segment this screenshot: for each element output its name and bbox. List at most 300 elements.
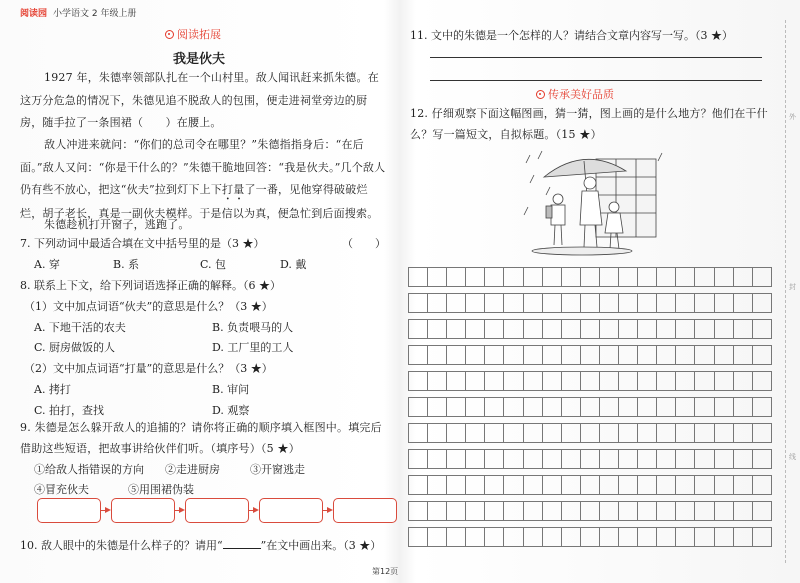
grid-gap-cell <box>409 469 772 476</box>
grid-cell[interactable] <box>733 528 752 547</box>
grid-cell[interactable] <box>428 476 447 495</box>
grid-row-gap <box>409 469 772 476</box>
q7-option-a[interactable]: A. 穿 <box>34 258 60 271</box>
q9-flowchart <box>37 498 397 523</box>
section-bullet-icon <box>536 90 545 99</box>
grid-cell[interactable] <box>752 398 771 417</box>
grid-cell[interactable] <box>733 476 752 495</box>
flow-box-1[interactable] <box>37 498 101 523</box>
grid-cell[interactable] <box>619 528 638 547</box>
grid-cell[interactable] <box>504 528 523 547</box>
grid-cell[interactable] <box>657 424 676 443</box>
grid-cell[interactable] <box>599 294 618 313</box>
grid-row-gap <box>409 313 772 320</box>
grid-cell[interactable] <box>638 528 657 547</box>
grid-cell[interactable] <box>752 502 771 521</box>
q7-option-d[interactable]: D. 戴 <box>280 258 307 271</box>
grid-gap-cell <box>409 391 772 398</box>
flow-box-5[interactable] <box>333 498 397 523</box>
grid-cell[interactable] <box>542 372 561 391</box>
grid-cell[interactable] <box>447 502 466 521</box>
grid-row-gap <box>409 521 772 528</box>
grid-cell[interactable] <box>714 424 733 443</box>
grid-cell[interactable] <box>523 424 542 443</box>
q8-sub1-option-d[interactable]: D. 工厂里的工人 <box>212 341 294 354</box>
grid-cell[interactable] <box>676 372 695 391</box>
grid-cell[interactable] <box>733 268 752 287</box>
grid-cell[interactable] <box>695 476 714 495</box>
header-tag: 阅读园 <box>20 9 48 19</box>
grid-cell[interactable] <box>619 372 638 391</box>
grid-cell[interactable] <box>542 424 561 443</box>
grid-cell[interactable] <box>733 294 752 313</box>
story-paragraph-2: 敌人冲进来就问：“你们的总司令在哪里？”朱德指指身后：“在后面。”敌人又问：“你是干什么的？”朱德干脆地回答：“我是伙夫。”几个敌人仍有些不放心，把这“伙夫”拉到灯下上下打量了一番，见他穿得破破烂烂，胡子老长，真是一副伙夫模样。于是信以为真，便急忙到后面搜索。 <box>20 138 386 220</box>
grid-cell[interactable] <box>504 372 523 391</box>
grid-cell[interactable] <box>657 476 676 495</box>
grid-cell[interactable] <box>619 502 638 521</box>
grid-cell[interactable] <box>447 372 466 391</box>
story-title: 我是伙夫 <box>172 52 225 67</box>
grid-cell[interactable] <box>580 294 599 313</box>
q8-sub1: （1）文中加点词语“伙夫”的意思是什么？（3 ★） <box>24 300 273 313</box>
grid-cell[interactable] <box>752 528 771 547</box>
grid-cell[interactable] <box>523 502 542 521</box>
grid-row <box>409 450 772 469</box>
q8-stem: 8. 联系上下文，给下列词语选择正确的解释。（6 ★） <box>20 279 281 292</box>
grid-row-gap <box>409 339 772 346</box>
grid-cell[interactable] <box>599 346 618 365</box>
grid-cell[interactable] <box>504 268 523 287</box>
grid-cell[interactable] <box>523 346 542 365</box>
grid-cell[interactable] <box>752 320 771 339</box>
grid-cell[interactable] <box>619 268 638 287</box>
grid-cell[interactable] <box>542 294 561 313</box>
grid-cell[interactable] <box>752 476 771 495</box>
grid-cell[interactable] <box>619 424 638 443</box>
grid-cell[interactable] <box>447 450 466 469</box>
grid-cell[interactable] <box>466 320 485 339</box>
grid-cell[interactable] <box>485 398 504 417</box>
grid-cell[interactable] <box>752 268 771 287</box>
grid-gap-cell <box>409 443 772 450</box>
grid-cell[interactable] <box>733 398 752 417</box>
grid-cell[interactable] <box>695 320 714 339</box>
grid-cell[interactable] <box>657 528 676 547</box>
grid-cell[interactable] <box>676 424 695 443</box>
grid-cell[interactable] <box>561 398 580 417</box>
grid-cell[interactable] <box>485 450 504 469</box>
grid-cell[interactable] <box>485 320 504 339</box>
q9-item-3: ③开窗逃走 <box>250 463 305 476</box>
q10-stem: 10. 敌人眼中的朱德是什么样子的？请用“ ”在文中画出来。（3 ★） <box>20 539 382 552</box>
grid-row <box>409 528 772 547</box>
q7-stem: 7. 下列动词中最适合填在文中括号里的是（3 ★） <box>20 237 265 250</box>
grid-cell[interactable] <box>447 346 466 365</box>
flow-arrow-icon <box>249 498 259 523</box>
grid-cell[interactable] <box>599 372 618 391</box>
grid-cell[interactable] <box>599 320 618 339</box>
grid-cell[interactable] <box>409 268 428 287</box>
q12-stem: 12. 仔细观察下面这幅图画，猜一猜，图上画的是什么地方？他们在干什么？写一篇短文，自拟标题。（15 ★） <box>410 107 768 141</box>
grid-cell[interactable] <box>561 346 580 365</box>
q8-sub2: （2）文中加点词语“打量”的意思是什么？（3 ★） <box>24 362 273 375</box>
grid-cell[interactable] <box>714 346 733 365</box>
grid-row-gap <box>409 365 772 372</box>
grid-cell[interactable] <box>409 372 428 391</box>
grid-cell[interactable] <box>752 346 771 365</box>
grid-cell[interactable] <box>580 372 599 391</box>
grid-cell[interactable] <box>561 268 580 287</box>
grid-cell[interactable] <box>695 294 714 313</box>
grid-cell[interactable] <box>714 372 733 391</box>
section-label: 阅读拓展 <box>177 28 221 41</box>
q8-sub2-option-b[interactable]: B. 审问 <box>212 383 250 396</box>
grid-cell[interactable] <box>599 502 618 521</box>
grid-cell[interactable] <box>428 346 447 365</box>
illustration-rain-umbrella <box>522 147 672 257</box>
flow-arrow-icon <box>175 498 185 523</box>
grid-cell[interactable] <box>580 424 599 443</box>
grid-row <box>409 294 772 313</box>
flow-box-2[interactable] <box>111 498 175 523</box>
q8-sub2-option-d[interactable]: D. 观察 <box>212 404 250 417</box>
grid-cell[interactable] <box>695 502 714 521</box>
grid-cell[interactable] <box>752 372 771 391</box>
grid-cell[interactable] <box>523 398 542 417</box>
grid-cell[interactable] <box>428 450 447 469</box>
grid-cell[interactable] <box>599 398 618 417</box>
grid-row <box>409 424 772 443</box>
q11-answer-line-1[interactable] <box>430 57 762 58</box>
grid-cell[interactable] <box>561 528 580 547</box>
grid-cell[interactable] <box>466 476 485 495</box>
page-number: 第12页 <box>372 567 399 576</box>
grid-cell[interactable] <box>428 268 447 287</box>
grid-cell[interactable] <box>638 502 657 521</box>
grid-cell[interactable] <box>638 268 657 287</box>
grid-cell[interactable] <box>657 398 676 417</box>
grid-cell[interactable] <box>599 268 618 287</box>
grid-cell[interactable] <box>485 476 504 495</box>
grid-cell[interactable] <box>466 528 485 547</box>
story-paragraph-3: 朱德趁机打开窗子，逃跑了。 <box>44 218 190 231</box>
grid-cell[interactable] <box>561 320 580 339</box>
grid-cell[interactable] <box>561 476 580 495</box>
grid-cell[interactable] <box>466 424 485 443</box>
grid-cell[interactable] <box>657 268 676 287</box>
q9-item-5: ⑤用围裙伪装 <box>128 483 194 496</box>
story-paragraph-1: 1927 年，朱德率领部队扎在一个山村里。敌人闻讯赶来抓朱德。在这万分危急的情况下，朱德见追不脱敌人的包围，便走进祠堂旁边的厨房，随手拉了一条围裙（ ）在腰上。 <box>20 71 379 129</box>
section-label: 传承美好品质 <box>548 88 614 101</box>
q9-item-1: ①给敌人指错误的方向 <box>34 463 144 476</box>
grid-cell[interactable] <box>504 294 523 313</box>
grid-cell[interactable] <box>695 372 714 391</box>
grid-cell[interactable] <box>580 320 599 339</box>
grid-cell[interactable] <box>580 398 599 417</box>
emphasized-word-daliang: 打量 <box>222 183 245 196</box>
grid-cell[interactable] <box>485 424 504 443</box>
grid-cell[interactable] <box>619 476 638 495</box>
grid-cell[interactable] <box>409 346 428 365</box>
grid-row-gap <box>409 391 772 398</box>
grid-row <box>409 320 772 339</box>
grid-gap-cell <box>409 495 772 502</box>
grid-cell[interactable] <box>523 528 542 547</box>
grid-cell[interactable] <box>428 398 447 417</box>
grid-cell[interactable] <box>466 346 485 365</box>
grid-cell[interactable] <box>657 502 676 521</box>
grid-cell[interactable] <box>542 320 561 339</box>
grid-cell[interactable] <box>542 528 561 547</box>
grid-cell[interactable] <box>580 502 599 521</box>
grid-row <box>409 476 772 495</box>
grid-cell[interactable] <box>676 502 695 521</box>
grid-cell[interactable] <box>714 450 733 469</box>
grid-cell[interactable] <box>695 268 714 287</box>
grid-cell[interactable] <box>485 528 504 547</box>
q7-option-c[interactable]: C. 包 <box>200 258 227 271</box>
grid-cell[interactable] <box>733 346 752 365</box>
grid-cell[interactable] <box>580 528 599 547</box>
grid-cell[interactable] <box>428 294 447 313</box>
grid-cell[interactable] <box>695 450 714 469</box>
grid-cell[interactable] <box>428 320 447 339</box>
grid-cell[interactable] <box>466 398 485 417</box>
section-heritage <box>536 86 614 102</box>
grid-cell[interactable] <box>542 450 561 469</box>
grid-row-gap <box>409 495 772 502</box>
grid-cell[interactable] <box>428 502 447 521</box>
grid-cell[interactable] <box>695 424 714 443</box>
q11-stem: 11. 文中的朱德是一个怎样的人？请结合文章内容写一写。（3 ★） <box>410 29 733 42</box>
grid-gap-cell <box>409 417 772 424</box>
grid-cell[interactable] <box>619 398 638 417</box>
underline-symbol <box>223 538 261 549</box>
grid-cell[interactable] <box>485 502 504 521</box>
q8-sub1-option-b[interactable]: B. 负责喂马的人 <box>212 321 294 334</box>
grid-cell[interactable] <box>561 372 580 391</box>
grid-cell[interactable] <box>733 372 752 391</box>
grid-cell[interactable] <box>561 502 580 521</box>
grid-cell[interactable] <box>676 346 695 365</box>
grid-cell[interactable] <box>466 450 485 469</box>
grid-cell[interactable] <box>752 424 771 443</box>
grid-cell[interactable] <box>485 268 504 287</box>
grid-cell[interactable] <box>428 424 447 443</box>
grid-cell[interactable] <box>504 346 523 365</box>
grid-cell[interactable] <box>504 398 523 417</box>
section-reading-extension <box>165 26 221 42</box>
grid-cell[interactable] <box>523 294 542 313</box>
grid-cell[interactable] <box>714 502 733 521</box>
header-book-title: 小学语文 2 年级上册 <box>53 9 137 19</box>
grid-cell[interactable] <box>447 268 466 287</box>
grid-cell[interactable] <box>676 398 695 417</box>
grid-cell[interactable] <box>638 372 657 391</box>
grid-cell[interactable] <box>657 320 676 339</box>
grid-cell[interactable] <box>638 398 657 417</box>
grid-cell[interactable] <box>485 294 504 313</box>
grid-cell[interactable] <box>599 424 618 443</box>
grid-cell[interactable] <box>599 450 618 469</box>
grid-cell[interactable] <box>752 294 771 313</box>
grid-cell[interactable] <box>409 502 428 521</box>
grid-cell[interactable] <box>409 476 428 495</box>
grid-row-gap <box>409 443 772 450</box>
grid-cell[interactable] <box>638 450 657 469</box>
q9-item-2: ②走进厨房 <box>165 463 220 476</box>
grid-cell[interactable] <box>523 450 542 469</box>
grid-cell[interactable] <box>504 320 523 339</box>
grid-cell[interactable] <box>733 502 752 521</box>
grid-cell[interactable] <box>466 268 485 287</box>
q8-sub2-option-c[interactable]: C. 拍打，查找 <box>34 404 105 417</box>
flow-box-4[interactable] <box>259 498 323 523</box>
grid-cell[interactable] <box>485 372 504 391</box>
grid-cell[interactable] <box>447 528 466 547</box>
grid-cell[interactable] <box>676 294 695 313</box>
q9-item-4: ④冒充伙夫 <box>34 483 89 496</box>
grid-cell[interactable] <box>638 346 657 365</box>
grid-row <box>409 346 772 365</box>
grid-cell[interactable] <box>657 450 676 469</box>
grid-cell[interactable] <box>504 502 523 521</box>
grid-cell[interactable] <box>676 528 695 547</box>
grid-cell[interactable] <box>428 372 447 391</box>
grid-cell[interactable] <box>714 476 733 495</box>
grid-cell[interactable] <box>580 450 599 469</box>
grid-cell[interactable] <box>466 294 485 313</box>
grid-cell[interactable] <box>714 528 733 547</box>
grid-cell[interactable] <box>409 294 428 313</box>
grid-cell[interactable] <box>447 424 466 443</box>
grid-cell[interactable] <box>504 476 523 495</box>
grid-cell[interactable] <box>561 294 580 313</box>
grid-row-gap <box>409 287 772 294</box>
edge-label-b: 封 <box>789 283 796 291</box>
flow-arrow-icon <box>101 498 111 523</box>
grid-cell[interactable] <box>676 450 695 469</box>
grid-cell[interactable] <box>714 320 733 339</box>
grid-cell[interactable] <box>580 346 599 365</box>
right-page <box>402 0 800 583</box>
grid-row <box>409 372 772 391</box>
grid-cell[interactable] <box>657 372 676 391</box>
grid-cell[interactable] <box>485 346 504 365</box>
q7-option-b[interactable]: B. 系 <box>113 258 140 271</box>
section-bullet-icon <box>165 30 174 39</box>
grid-cell[interactable] <box>714 398 733 417</box>
grid-cell[interactable] <box>599 476 618 495</box>
writing-grid[interactable] <box>408 267 772 547</box>
grid-cell[interactable] <box>752 450 771 469</box>
grid-cell[interactable] <box>523 372 542 391</box>
q8-sub2-option-a[interactable]: A. 拷打 <box>34 383 71 396</box>
q7-answer-paren[interactable]: （ ） <box>342 237 386 250</box>
grid-cell[interactable] <box>523 268 542 287</box>
grid-cell[interactable] <box>504 424 523 443</box>
grid-cell[interactable] <box>447 294 466 313</box>
grid-cell[interactable] <box>714 294 733 313</box>
edge-label-a: 外 <box>789 113 796 121</box>
grid-row <box>409 398 772 417</box>
grid-gap-cell <box>409 521 772 528</box>
grid-cell[interactable] <box>638 320 657 339</box>
grid-gap-cell <box>409 339 772 346</box>
flow-box-3[interactable] <box>185 498 249 523</box>
grid-cell[interactable] <box>619 320 638 339</box>
grid-cell[interactable] <box>504 450 523 469</box>
grid-cell[interactable] <box>676 320 695 339</box>
grid-cell[interactable] <box>561 424 580 443</box>
grid-cell[interactable] <box>619 450 638 469</box>
grid-cell[interactable] <box>409 320 428 339</box>
grid-cell[interactable] <box>466 502 485 521</box>
grid-cell[interactable] <box>733 320 752 339</box>
grid-cell[interactable] <box>542 502 561 521</box>
q11-answer-line-2[interactable] <box>430 80 762 81</box>
grid-cell[interactable] <box>523 320 542 339</box>
grid-cell[interactable] <box>409 450 428 469</box>
grid-cell[interactable] <box>542 476 561 495</box>
binding-line <box>785 20 786 563</box>
grid-cell[interactable] <box>561 450 580 469</box>
grid-cell[interactable] <box>599 528 618 547</box>
grid-cell[interactable] <box>695 346 714 365</box>
grid-cell[interactable] <box>638 476 657 495</box>
grid-cell[interactable] <box>657 346 676 365</box>
grid-cell[interactable] <box>638 294 657 313</box>
grid-cell[interactable] <box>714 268 733 287</box>
grid-cell[interactable] <box>619 346 638 365</box>
grid-cell[interactable] <box>638 424 657 443</box>
grid-cell[interactable] <box>695 528 714 547</box>
q8-sub1-option-a[interactable]: A. 下地干活的农夫 <box>34 321 126 334</box>
grid-cell[interactable] <box>447 476 466 495</box>
grid-gap-cell <box>409 313 772 320</box>
grid-cell[interactable] <box>580 268 599 287</box>
grid-cell[interactable] <box>695 398 714 417</box>
flow-arrow-icon <box>323 498 333 523</box>
grid-cell[interactable] <box>466 372 485 391</box>
grid-cell[interactable] <box>542 346 561 365</box>
grid-row <box>409 268 772 287</box>
grid-cell[interactable] <box>542 398 561 417</box>
edge-label-c: 线 <box>789 453 796 461</box>
grid-cell[interactable] <box>447 320 466 339</box>
left-page <box>0 0 398 583</box>
grid-cell[interactable] <box>409 528 428 547</box>
grid-cell[interactable] <box>523 476 542 495</box>
grid-cell[interactable] <box>447 398 466 417</box>
grid-cell[interactable] <box>733 424 752 443</box>
q8-sub1-option-c[interactable]: C. 厨房做饭的人 <box>34 341 116 354</box>
grid-cell[interactable] <box>676 268 695 287</box>
grid-gap-cell <box>409 287 772 294</box>
grid-row <box>409 502 772 521</box>
grid-cell[interactable] <box>619 294 638 313</box>
grid-cell[interactable] <box>409 398 428 417</box>
grid-cell[interactable] <box>657 294 676 313</box>
grid-cell[interactable] <box>428 528 447 547</box>
grid-cell[interactable] <box>542 268 561 287</box>
grid-cell[interactable] <box>733 450 752 469</box>
page-header <box>20 6 136 19</box>
grid-cell[interactable] <box>580 476 599 495</box>
grid-cell[interactable] <box>676 476 695 495</box>
grid-row-gap <box>409 417 772 424</box>
grid-cell[interactable] <box>409 424 428 443</box>
